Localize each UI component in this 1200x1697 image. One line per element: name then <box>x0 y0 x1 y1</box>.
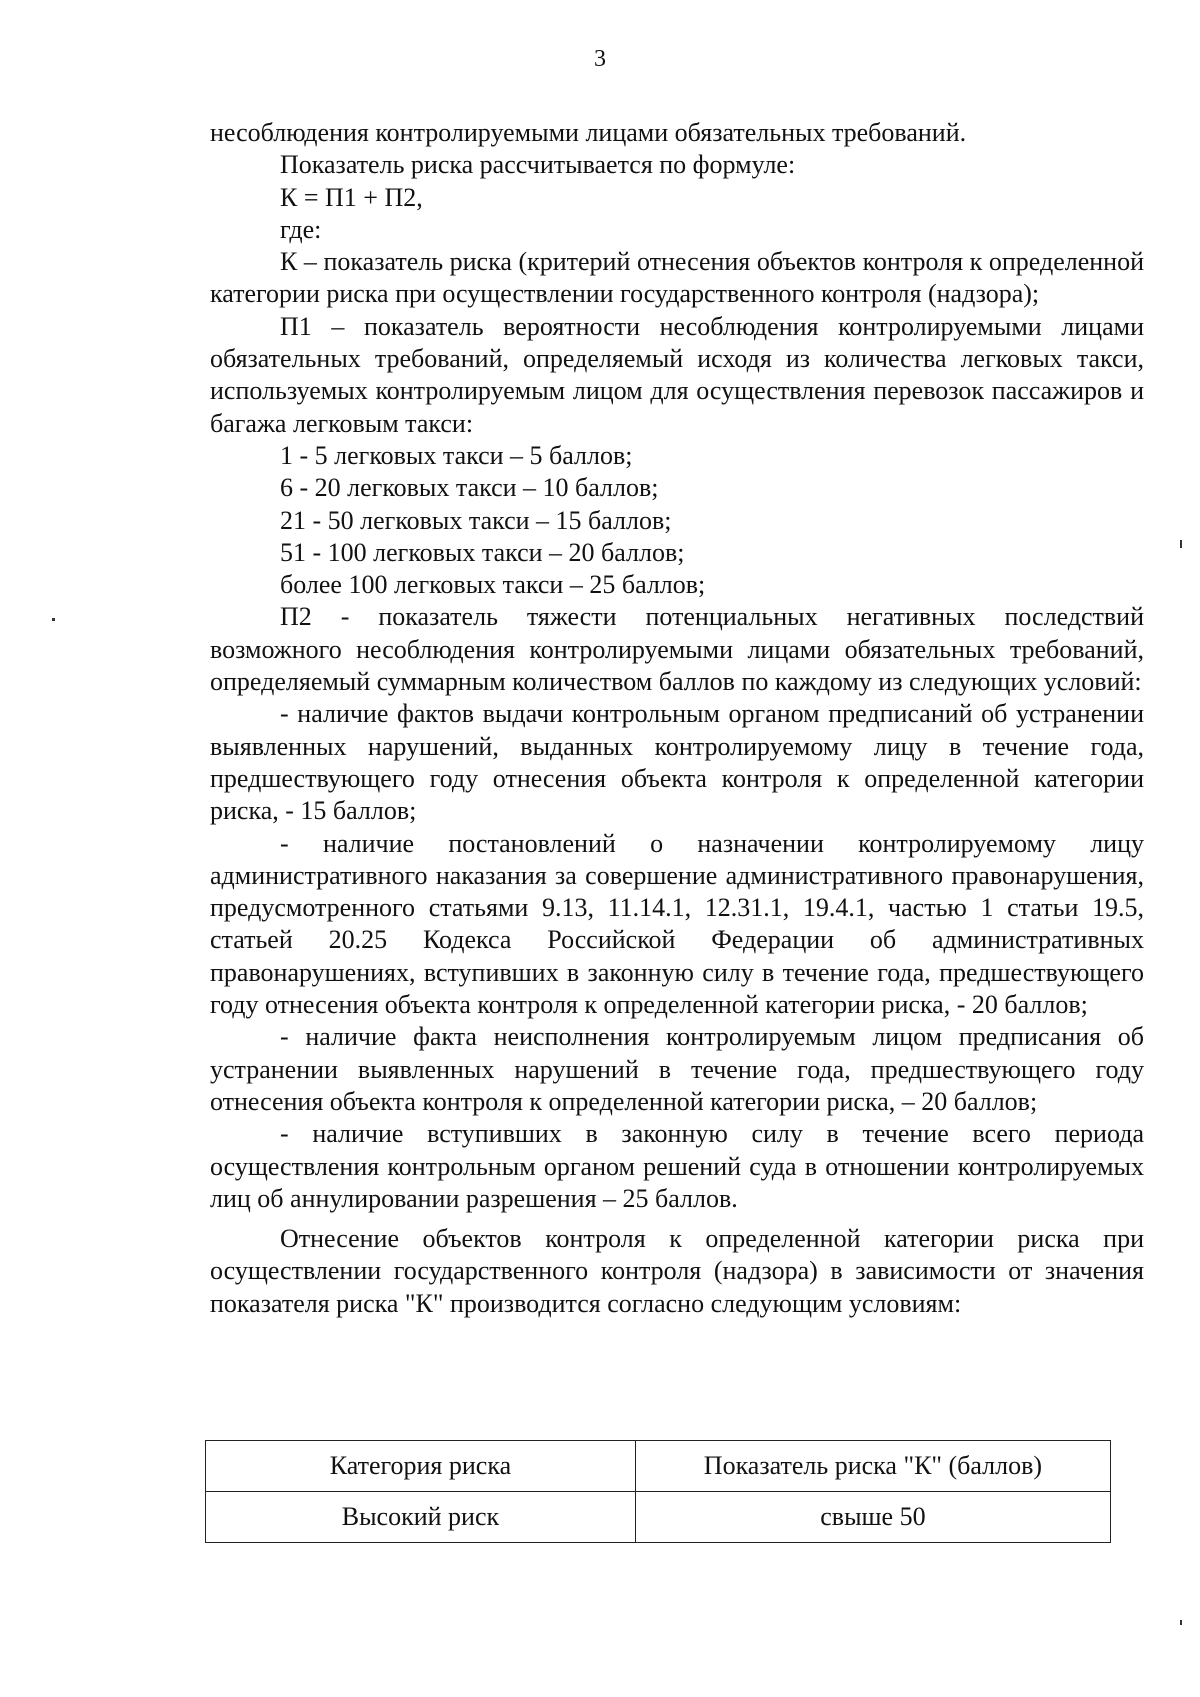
risk-table <box>205 1440 1111 1543</box>
paragraph-formula-intro: Показатель риска рассчитывается по формуле: <box>280 150 796 180</box>
table-row <box>206 1492 1111 1543</box>
paragraph-where: где: <box>280 214 322 244</box>
scan-artifact-mark <box>52 618 55 621</box>
paragraph-risk-categorization: Отнесение объектов контроля к определенной категории риска при осуществлении государственного контроля (надзора) в зависимости от значения показателя риска "К" производится согласно следующим условиям: <box>210 1224 1144 1318</box>
definition-p2: П2 - показатель тяжести потенциальных негативных последствий возможного несоблюдения контролируемыми лицами обязательных требований, определяемый суммарным количеством баллов по каждому из следующих условий: <box>210 602 1144 697</box>
risk-category-table <box>205 1440 1111 1543</box>
condition-non-execution: - наличие факта неисполнения контролируемым лицом предписания об устранении выявленных нарушений в течение года, предшествующего году отнесения объекта контроля к определенной категории риска, – 20 баллов; <box>210 1022 1144 1116</box>
condition-penalties: - наличие постановлений о назначении контролируемому лицу административного наказания за совершение административного правонарушения, предусмотренного статьями 9.13, 11.14.1, 12.31.1, 19.4.1, частью 1 статьи 19.5, статьей 20.25 Кодекса Российской Федерации об административных правонарушениях, вступивших в законную силу в течение года, предшествующего году отнесения объекта контроля к определенной категории риска, - 20 баллов; <box>210 828 1144 1020</box>
condition-court-decisions: - наличие вступивших в законную силу в течение всего периода осуществления контрольным органом решений суда в отношении контролируемых лиц об аннулировании разрешения – 25 баллов. <box>210 1119 1144 1213</box>
list-item-taxi-1-5: 1 - 5 легковых такси – 5 баллов; <box>280 440 633 470</box>
table-header-cell: Показатель риска "К" (баллов) <box>635 1441 1110 1492</box>
definition-p1: П1 – показатель вероятности несоблюдения контролируемыми лицами обязательных требований, определяемый исходя из количества легковых такси, используемых контролируемым лицом для осуществления перевозок пассажиров и багажа легковым такси: <box>210 311 1144 438</box>
document-body <box>210 117 1144 1320</box>
formula: К = П1 + П2, <box>280 182 423 212</box>
scan-artifact-mark <box>1180 540 1182 548</box>
scan-artifact-mark <box>1180 1620 1182 1625</box>
list-item-taxi-51-100: 51 - 100 легковых такси – 20 баллов; <box>280 537 685 567</box>
paragraph-continuation: несоблюдения контролируемыми лицами обязательных требований. <box>210 118 967 147</box>
table-header-row <box>206 1441 1111 1492</box>
list-item-taxi-over-100: более 100 легковых такси – 25 баллов; <box>280 570 706 600</box>
definition-k: К – показатель риска (критерий отнесения объектов контроля к определенной категории риска при осуществлении государственного контроля (надзора); <box>210 247 1144 309</box>
table-cell: Высокий риск <box>206 1492 636 1543</box>
list-item-taxi-6-20: 6 - 20 легковых такси – 10 баллов; <box>280 473 659 503</box>
condition-prescriptions: - наличие фактов выдачи контрольным органом предписаний об устранении выявленных нарушений, выданных контролируемому лицу в течение года, предшествующего году отнесения объекта контроля к определенной категории риска, - 15 баллов; <box>210 699 1144 826</box>
list-item-taxi-21-50: 21 - 50 легковых такси – 15 баллов; <box>280 505 672 535</box>
table-header-cell: Категория риска <box>206 1441 636 1492</box>
page-number: 3 <box>594 46 606 72</box>
table-cell: свыше 50 <box>635 1492 1110 1543</box>
